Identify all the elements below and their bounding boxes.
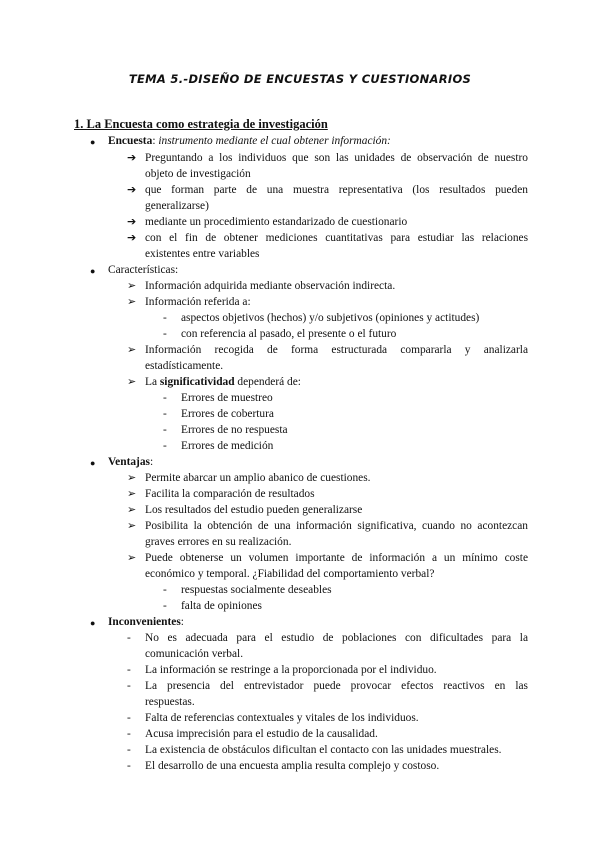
chevron-arrow-icon: ➢ [127, 519, 137, 532]
list-item-continuation: respuestas. [145, 696, 195, 708]
dash-icon: - [127, 728, 131, 740]
arrow-icon: ➔ [127, 183, 137, 196]
list-item-continuation: graves errores en su realización. [145, 536, 292, 548]
list-item-continuation: objeto de investigación [145, 168, 251, 180]
encuesta-definition: instrumento mediante el cual obtener información: [158, 135, 391, 147]
dash-icon: - [163, 440, 167, 452]
encuesta-heading: Encuesta: instrumento mediante el cual obtener información: [108, 135, 391, 147]
bullet-icon: ● [90, 266, 96, 276]
list-item-continuation: económico y temporal. ¿Fiabilidad del comportamiento verbal? [145, 568, 435, 580]
dash-icon: - [127, 632, 131, 644]
ventajas-heading: Ventajas: [108, 456, 154, 468]
arrow-icon: ➔ [127, 215, 137, 228]
list-item-continuation: comunicación verbal. [145, 648, 244, 660]
list-item: Puede obtenerse un volumen importante de información a un mínimo coste [145, 552, 528, 564]
dash-icon: - [127, 760, 131, 772]
section-heading: 1. La Encuesta como estrategia de investigación [74, 117, 328, 131]
list-item: La existencia de obstáculos dificultan el contacto con las unidades muestrales. [145, 744, 502, 756]
list-item: Información referida a: [145, 296, 251, 308]
sub-item: falta de opiniones [181, 600, 262, 612]
list-item: Información adquirida mediante observación indirecta. [145, 280, 396, 292]
list-item: mediante un procedimiento estandarizado de cuestionario [145, 216, 408, 228]
sub-item: Errores de no respuesta [181, 424, 288, 436]
bullet-icon: ● [90, 458, 96, 468]
list-item-continuation: estadísticamente. [145, 360, 224, 372]
list-item: Facilita la comparación de resultados [145, 488, 315, 500]
dash-icon: - [163, 328, 167, 340]
list-item: Los resultados del estudio pueden generalizarse [145, 504, 363, 516]
list-item: Preguntando a los individuos que son las unidades de observación de nuestro [145, 152, 528, 164]
dash-icon: - [127, 664, 131, 676]
list-item: El desarrollo de una encuesta amplia resulta complejo y costoso. [145, 760, 440, 772]
arrow-icon: ➔ [127, 231, 137, 244]
list-item: La información se restringe a la proporcionada por el individuo. [145, 664, 437, 676]
list-item: Falta de referencias contextuales y vitales de los individuos. [145, 712, 419, 724]
chevron-arrow-icon: ➢ [127, 295, 137, 308]
list-item: No es adecuada para el estudio de poblaciones con dificultades para la [145, 632, 528, 644]
dash-icon: - [127, 712, 131, 724]
list-item: Acusa imprecisión para el estudio de la causalidad. [145, 728, 378, 740]
list-item: Permite abarcar un amplio abanico de cuestiones. [145, 472, 371, 484]
dash-icon: - [163, 408, 167, 420]
dash-icon: - [163, 392, 167, 404]
bullet-icon: ● [90, 618, 96, 628]
chevron-arrow-icon: ➢ [127, 471, 137, 484]
bullet-icon: ● [90, 137, 96, 147]
dash-icon: - [163, 424, 167, 436]
list-item-continuation: existentes entre variables [145, 248, 260, 260]
chevron-arrow-icon: ➢ [127, 503, 137, 516]
arrow-icon: ➔ [127, 151, 137, 164]
dash-icon: - [163, 312, 167, 324]
sub-item: con referencia al pasado, el presente o el futuro [181, 328, 397, 340]
chevron-arrow-icon: ➢ [127, 343, 137, 356]
sub-item: Errores de medición [181, 440, 274, 452]
chevron-arrow-icon: ➢ [127, 375, 137, 388]
significatividad-term: significatividad [159, 376, 235, 388]
page-title: TEMA 5.-DISEÑO DE ENCUESTAS Y CUESTIONARIOS [128, 72, 472, 86]
list-item: Información recogida de forma estructurada compararla y analizarla [145, 344, 528, 356]
list-item: La significatividad dependerá de: [145, 376, 301, 388]
list-item: con el fin de obtener mediciones cuantitativas para estudiar las relaciones [145, 232, 528, 244]
caracteristicas-heading: Características: [108, 264, 179, 276]
sub-item: Errores de cobertura [181, 408, 274, 420]
list-item: Posibilita la obtención de una información significativa, cuando no acontezcan [145, 520, 528, 532]
sub-item: aspectos objetivos (hechos) y/o subjetivos (opiniones y actitudes) [181, 312, 480, 324]
inconvenientes-heading: Inconvenientes: [108, 616, 184, 628]
dash-icon: - [163, 584, 167, 596]
chevron-arrow-icon: ➢ [127, 487, 137, 500]
chevron-arrow-icon: ➢ [127, 279, 137, 292]
dash-icon: - [163, 600, 167, 612]
list-item-continuation: generalizarse) [145, 200, 209, 212]
list-item: La presencia del entrevistador puede provocar efectos reactivos en las [145, 680, 528, 692]
encuesta-term: Encuesta [108, 135, 153, 147]
sub-item: Errores de muestreo [181, 392, 273, 404]
dash-icon: - [127, 744, 131, 756]
dash-icon: - [127, 680, 131, 692]
list-item: que forman parte de una muestra representativa (los resultados pueden [145, 184, 528, 196]
chevron-arrow-icon: ➢ [127, 551, 137, 564]
sub-item: respuestas socialmente deseables [181, 584, 332, 596]
